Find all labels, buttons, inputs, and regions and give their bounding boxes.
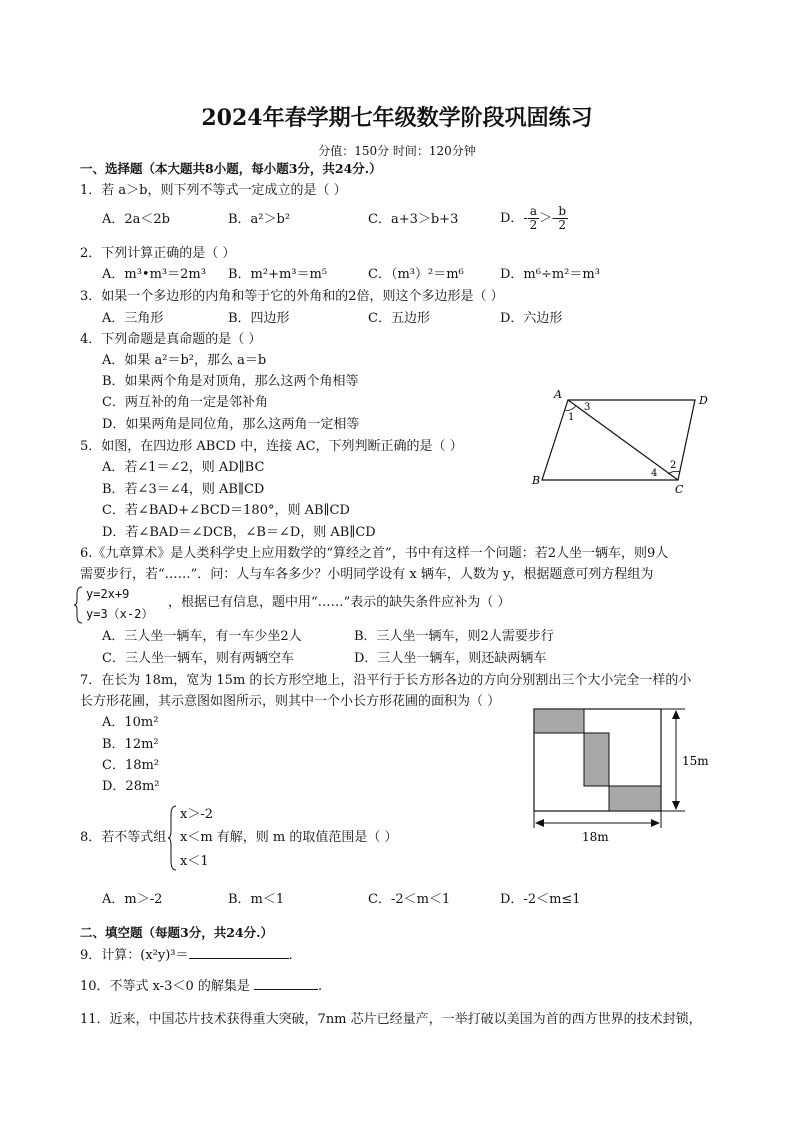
- q9: [80, 946, 293, 965]
- q3-stem: 3．如果一个多边形的内角和等于它的外角和的2倍，则这个多边形是（ ）: [80, 289, 504, 304]
- q1-option-d: [500, 204, 568, 234]
- q6-option-c: C．三人坐一辆车，则有两辆空车: [102, 651, 294, 666]
- angle-label-4: 4: [651, 468, 658, 479]
- height-label: 15m: [682, 754, 709, 768]
- q10-stem: 10．不等式 x-3＜0 的解集是: [80, 979, 250, 994]
- q8-inequality-1: x＞-2: [180, 807, 213, 822]
- q3-option-a: A．三角形: [102, 311, 164, 326]
- q6-brace: [74, 586, 84, 624]
- q2-stem: 2．下列计算正确的是（ ）: [80, 246, 236, 261]
- q7-option-c: C．18m²: [102, 758, 160, 773]
- angle-label-3: 3: [584, 402, 591, 413]
- q6-line3: ，根据已有信息，题中用“……”表示的缺失条件应补为（ ）: [168, 595, 511, 610]
- width-arrow-right: [651, 819, 660, 827]
- angle-label-1: 1: [568, 412, 575, 423]
- q3-option-d: D．六边形: [500, 311, 563, 326]
- small-rectangle-1: [534, 709, 584, 733]
- q1-d-prefix: D．-: [500, 211, 528, 226]
- q5-option-d: D．若∠BAD＝∠DCB，∠B＝∠D，则 AB∥CD: [102, 525, 376, 540]
- q7-line2: 长方形花圃，其示意图如图所示，则其中一个小长方形花圃的面积为（ ）: [80, 694, 501, 709]
- q4-option-a: A．如果 a²＝b²，那么 a＝b: [102, 353, 267, 368]
- q8-brace: [168, 805, 178, 871]
- q6-option-b: B．三人坐一辆车，则2人需要步行: [354, 629, 554, 644]
- q7-line1: 7．在长为 18m，宽为 15m 的长方形空地上，沿平行于长方形各边的方向分别割出三个大小完全一样的小: [80, 673, 692, 688]
- q6-line1: 6.《九章算术》是人类科学史上应用数学的“算经之首”，书中有这样一个问题：若2人坐一辆车，则9人: [80, 546, 669, 561]
- q2-option-b: B．m²+m³＝m⁵: [228, 267, 328, 282]
- vertex-d: D: [699, 394, 708, 407]
- q8-option-a: A．m＞-2: [102, 892, 163, 907]
- q1-d-num1: a: [529, 204, 537, 218]
- q4-option-c: C．两互补的角一定是邻补角: [102, 395, 268, 410]
- q5-quadrilateral-figure: [528, 388, 728, 498]
- q6-line2: 需要步行，若“……”．问：人与车各多少？小明同学设有 x 辆车，人数为 y，根据题意可列方程组为: [80, 567, 654, 582]
- q11-stem: 11．近来，中国芯片技术获得重大突破，7nm 芯片已经量产，一举打破以美国为首的西方世界的技术封锁，: [80, 1012, 702, 1027]
- q8-prefix: 8．若不等式组: [80, 830, 167, 845]
- q9-answer-blank[interactable]: [189, 946, 289, 959]
- vertex-b: B: [532, 474, 541, 487]
- q1-d-mid: ＞-: [538, 211, 557, 226]
- q10: [80, 977, 322, 996]
- q1-d-num2: b: [558, 204, 567, 218]
- q10-end: .: [318, 979, 323, 994]
- q6-equation-1: y=2x+9: [86, 587, 130, 601]
- q1-d-frac2: [556, 205, 568, 232]
- vertex-c: C: [675, 483, 684, 496]
- q8-option-c: C．-2＜m＜1: [368, 892, 451, 907]
- q2-option-a: A．m³•m³＝2m³: [102, 267, 206, 282]
- q5-option-b: B．若∠3＝∠4，则 AB∥CD: [102, 482, 265, 497]
- small-rectangle-2: [584, 733, 609, 786]
- q8-inequality-3: x＜1: [180, 854, 209, 869]
- q3-option-b: B．四边形: [228, 311, 290, 326]
- q4-option-b: B．如果两个角是对顶角，那么这两个角相等: [102, 374, 359, 389]
- section-fill-heading: 二、填空题（每题3分，共24分.）: [80, 925, 273, 940]
- q2-option-c: C．（m³）²＝m⁶: [368, 267, 464, 282]
- q7-option-d: D．28m²: [102, 779, 160, 794]
- q6-option-a: A．三人坐一辆车，有一车少坐2人: [102, 629, 302, 644]
- q5-option-c: C．若∠BAD+∠BCD＝180°，则 AB∥CD: [102, 503, 350, 518]
- q10-answer-blank[interactable]: [254, 977, 318, 990]
- q1-option-a: A．2a＜2b: [102, 212, 171, 227]
- q1-d-frac1: [528, 205, 539, 232]
- vertex-a: A: [554, 388, 562, 401]
- q8-option-d: D．-2＜m≤1: [500, 892, 581, 907]
- q1-option-b: B．a²＞b²: [228, 212, 291, 227]
- section-choice-heading: 一、选择题（本大题共8小题，每小题3分，共24分.）: [80, 161, 382, 176]
- width-label: 18m: [582, 830, 609, 844]
- q9-stem: 9．计算：(x²y)³＝: [80, 948, 189, 963]
- q4-option-d: D．如果两角是同位角，那么这两角一定相等: [102, 417, 360, 432]
- q6-option-d: D．三人坐一辆车，则还缺两辆车: [354, 651, 547, 666]
- score-time: 分值：150分 时间：120分钟: [318, 144, 476, 158]
- small-rectangle-3: [609, 786, 661, 811]
- q2-option-d: D．m⁶÷m²＝m³: [500, 267, 600, 282]
- q1-d-den1: 2: [529, 218, 538, 232]
- q7-option-a: A．10m²: [102, 715, 159, 730]
- q7-garden-figure: [520, 700, 720, 850]
- q4-stem: 4．下列命题是真命题的是（ ）: [80, 332, 262, 347]
- angle-label-2: 2: [670, 460, 677, 471]
- height-arrow-bottom: [672, 801, 680, 810]
- q5-stem: 5．如图，在四边形 ABCD 中，连接 AC，下列判断正确的是（ ）: [80, 439, 463, 454]
- q6-equation-2: y=3（x-2）: [86, 607, 154, 621]
- width-arrow-left: [535, 819, 544, 827]
- height-arrow-top: [672, 710, 680, 719]
- q1-option-c: C．a+3＞b+3: [368, 212, 459, 227]
- page-title: 2024年春学期七年级数学阶段巩固练习: [201, 105, 593, 131]
- q1-d-den2: 2: [558, 218, 567, 232]
- q3-option-c: C．五边形: [368, 311, 430, 326]
- q8-option-b: B．m＜1: [228, 892, 285, 907]
- q1-stem: 1．若 a＞b，则下列不等式一定成立的是（ ）: [80, 183, 347, 198]
- q5-option-a: A．若∠1＝∠2，则 AD∥BC: [102, 460, 265, 475]
- q7-option-b: B．12m²: [102, 737, 159, 752]
- q8-inequality-2: x＜m 有解，则 m 的取值范围是（ ）: [180, 830, 398, 845]
- q9-end: .: [288, 948, 293, 963]
